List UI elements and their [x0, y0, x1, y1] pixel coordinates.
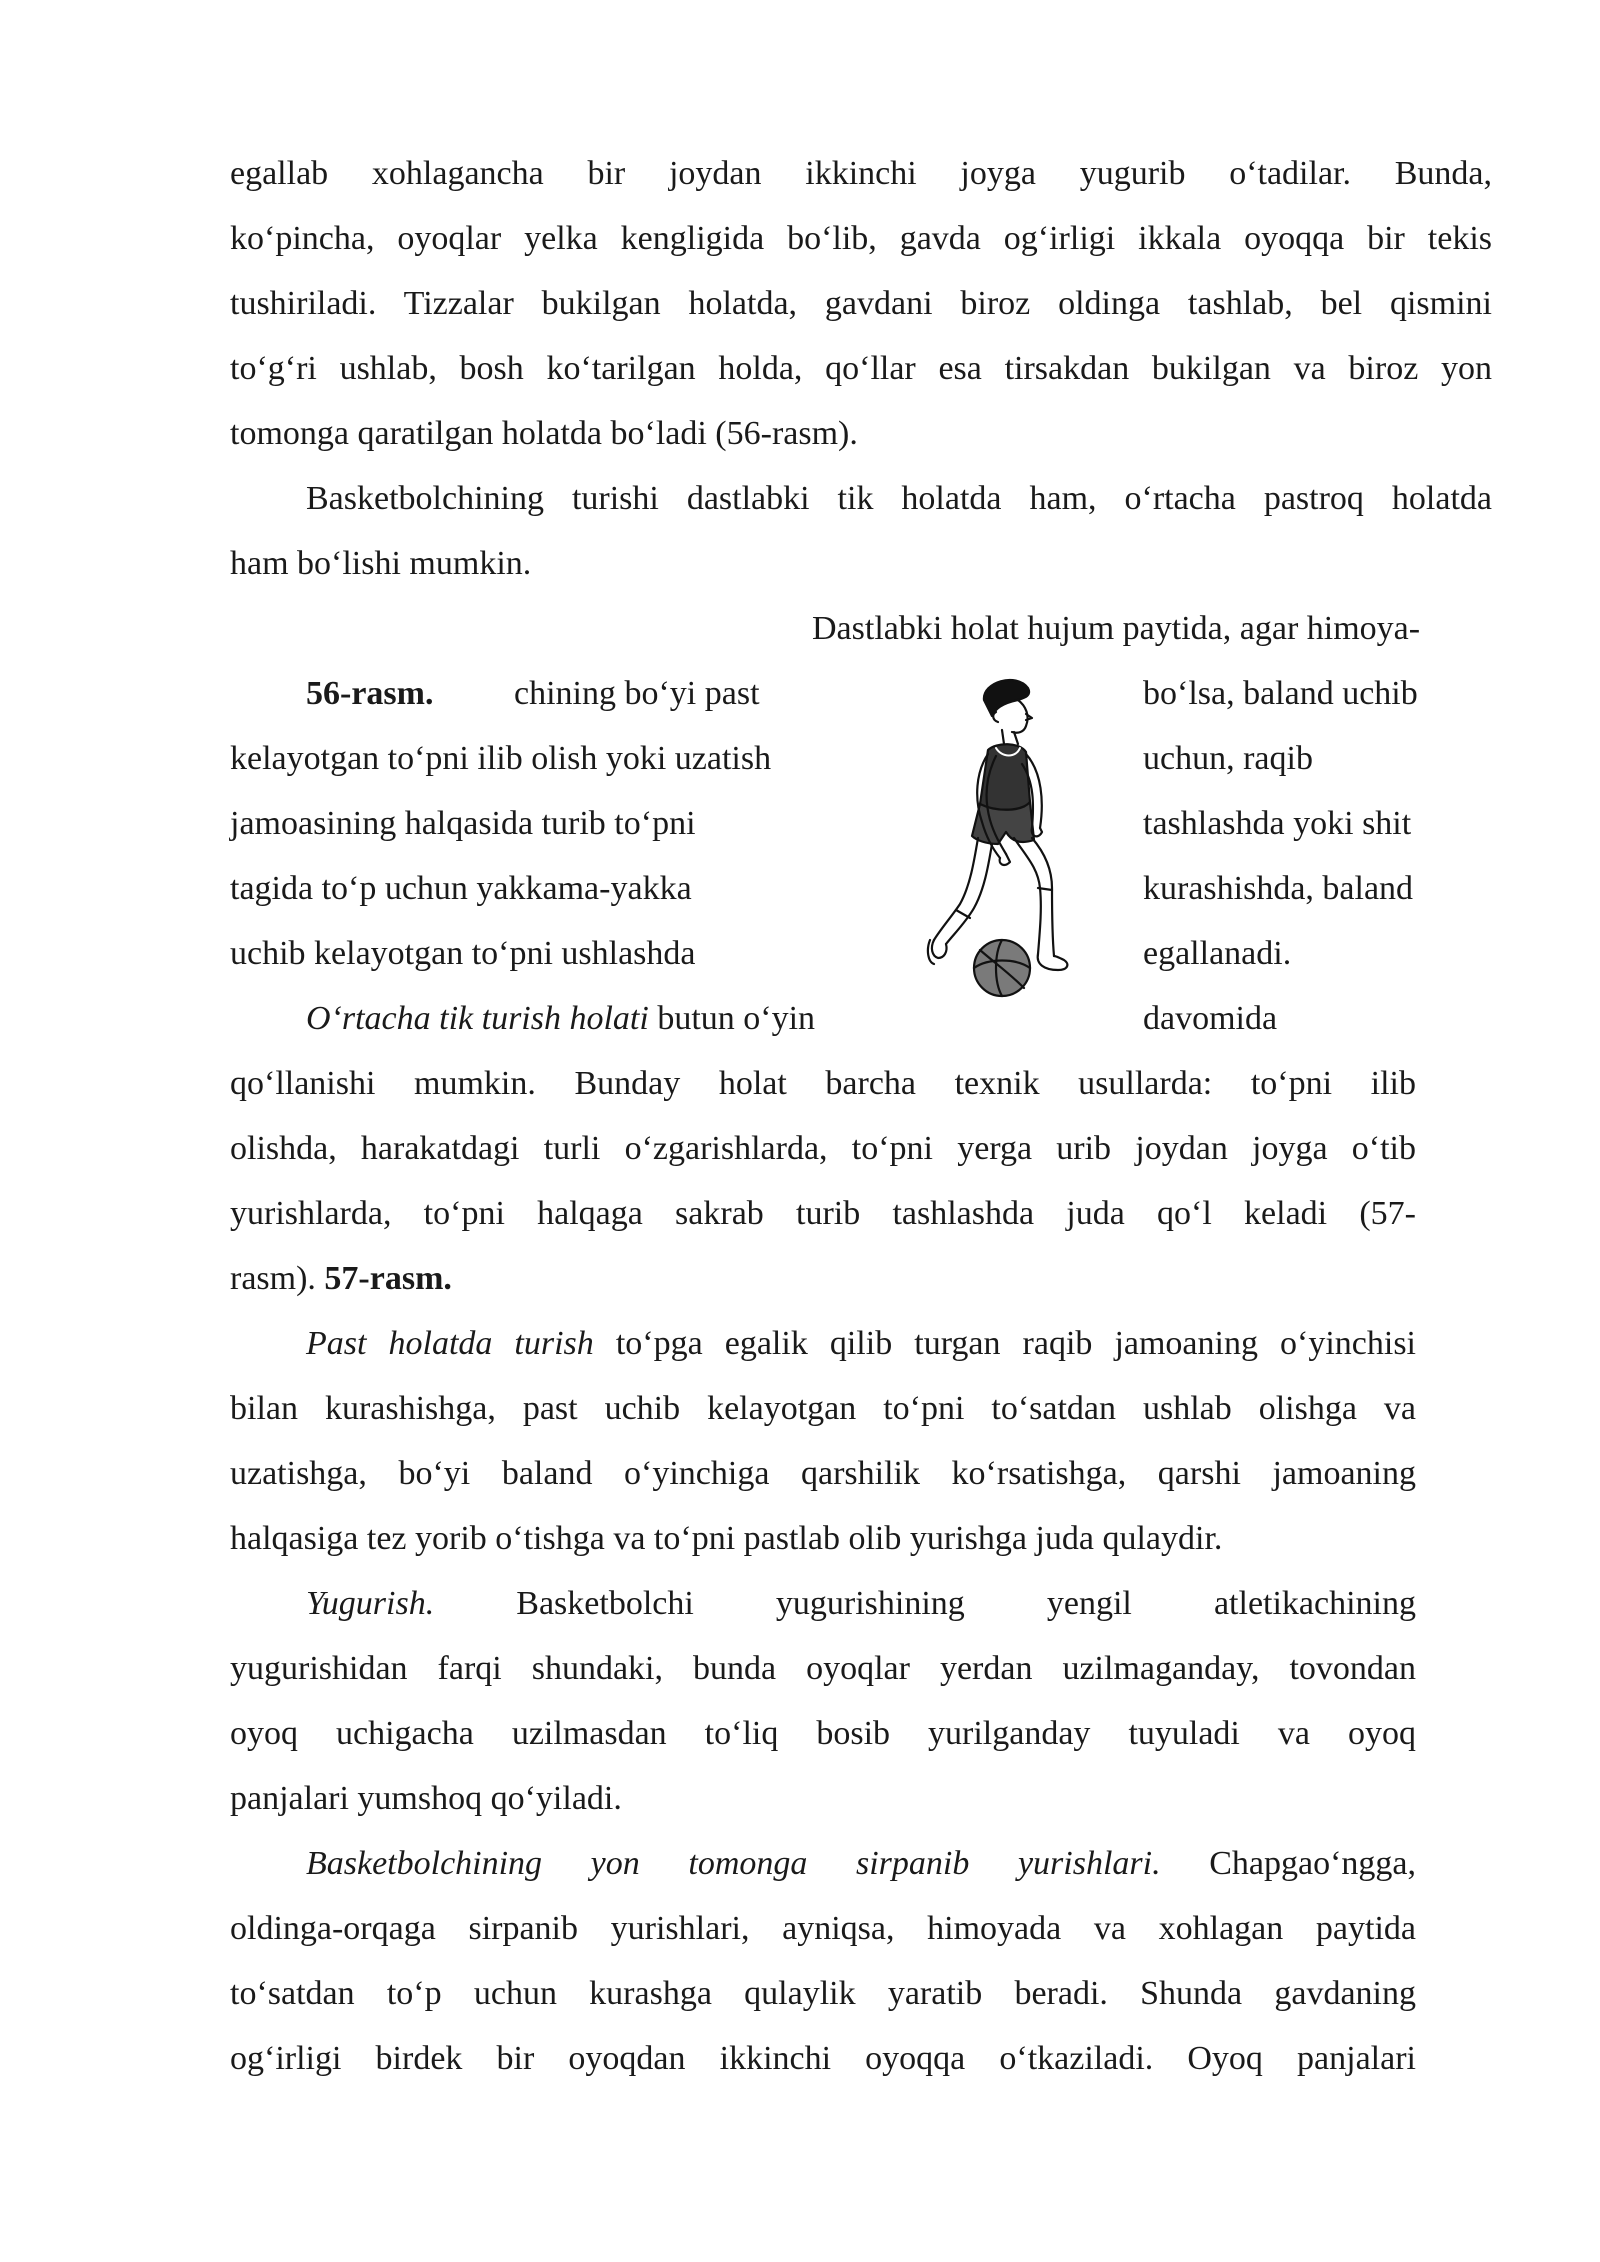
figure-56-caption: 56-rasm.: [306, 675, 434, 712]
text-line: tushiriladi. Tizzalar bukilgan holatda, gavdani biroz oldinga tashlab, bel qismini: [230, 285, 1492, 322]
text-line: tomonga qaratilgan holatda bo‘ladi (56-rasm).: [230, 415, 858, 452]
text-line: halqasiga tez yorib o‘tishga va to‘pni pastlab olib yurishga juda qulaydir.: [230, 1520, 1223, 1557]
text-span: Chapgao‘ngga,: [1160, 1845, 1416, 1882]
text-line: Dastlabki holat hujum paytida, agar himoya-: [812, 610, 1421, 647]
text-line: yugurishidan farqi shundaki, bunda oyoqlar yerdan uzilmaganday, tovondan: [230, 1650, 1416, 1687]
text-line: oldinga-orqaga sirpanib yurishlari, ayniqsa, himoyada va xohlagan paytida: [230, 1910, 1416, 1947]
italic-term: O‘rtacha tik turish holati: [306, 1000, 649, 1037]
text-line: chining bo‘yi past: [514, 675, 760, 712]
text-line: ko‘pincha, oyoqlar yelka kengligida bo‘lib, gavda og‘irligi ikkala oyoqqa bir tekis: [230, 220, 1492, 257]
text-line: [306, 1324, 1416, 1364]
text-line: kelayotgan to‘pni ilib olish yoki uzatish: [230, 740, 772, 777]
text-line: to‘satdan to‘p uchun kurashga qulaylik yaratib beradi. Shunda gavdaning: [230, 1975, 1416, 2012]
text-line: egallab xohlagancha bir joydan ikkinchi joyga yugurib o‘tadilar. Bunda,: [230, 155, 1492, 192]
text-line: uchun, raqib: [1143, 740, 1313, 777]
figure-57-caption: 57-rasm.: [324, 1260, 452, 1297]
text-line: egallanadi.: [1143, 935, 1292, 972]
text-line: qo‘llanishi mumkin. Bunday holat barcha texnik usullarda: to‘pni ilib: [230, 1065, 1416, 1102]
basketball-player-icon: [926, 672, 1126, 1022]
text-line: og‘irligi birdek bir oyoqdan ikkinchi oyoqqa o‘tkaziladi. Oyoq panjalari: [230, 2040, 1416, 2077]
text-line: bilan kurashishga, past uchib kelayotgan to‘pni to‘satdan ushlab olishga va: [230, 1390, 1416, 1427]
text-line: davomida: [1143, 1000, 1278, 1037]
text-line: panjalari yumshoq qo‘yiladi.: [230, 1780, 622, 1817]
italic-term: Past holatda turish: [306, 1325, 594, 1362]
text-line: Basketbolchining turishi dastlabki tik holatda ham, o‘rtacha pastroq holatda: [306, 480, 1492, 517]
text-line: uchib kelayotgan to‘pni ushlashda: [230, 935, 696, 972]
text-line: olishda, harakatdagi turli o‘zgarishlarda, to‘pni yerga urib joydan joyga o‘tib: [230, 1130, 1416, 1167]
text-line: yurishlarda, to‘pni halqaga sakrab turib tashlashda juda qo‘l keladi (57-: [230, 1195, 1416, 1232]
text-line: [306, 1844, 1416, 1884]
text-line: kurashishda, baland: [1143, 870, 1414, 907]
text-line: oyoq uchigacha uzilmasdan to‘liq bosib yurilganday tuyuladi va oyoq: [230, 1715, 1416, 1752]
text-span: rasm).: [230, 1260, 325, 1297]
text-line: [306, 999, 815, 1039]
italic-term: Yugurish.: [306, 1585, 435, 1622]
text-span: butun o‘yin: [648, 1000, 816, 1037]
text-line: tashlashda yoki shit: [1143, 805, 1412, 842]
text-line: bo‘lsa, baland uchib: [1143, 675, 1418, 712]
text-span: Basketbolchi yugurishining yengil atletikachining: [434, 1585, 1416, 1622]
text-line: ham bo‘lishi mumkin.: [230, 545, 532, 582]
text-line: [306, 1584, 1416, 1624]
text-line: jamoasining halqasida turib to‘pni: [230, 805, 696, 842]
italic-term: Basketbolchining yon tomonga sirpanib yurishlari.: [306, 1845, 1161, 1882]
text-span: to‘pga egalik qilib turgan raqib jamoaning o‘yinchisi: [593, 1325, 1416, 1362]
text-line: tagida to‘p uchun yakkama-yakka: [230, 870, 692, 907]
text-line: uzatishga, bo‘yi baland o‘yinchiga qarshilik ko‘rsatishga, qarshi jamoaning: [230, 1455, 1416, 1492]
text-line: to‘g‘ri ushlab, bosh ko‘tarilgan holda, qo‘llar esa tirsakdan bukilgan va biroz yon: [230, 350, 1492, 387]
text-line: [230, 1259, 452, 1299]
